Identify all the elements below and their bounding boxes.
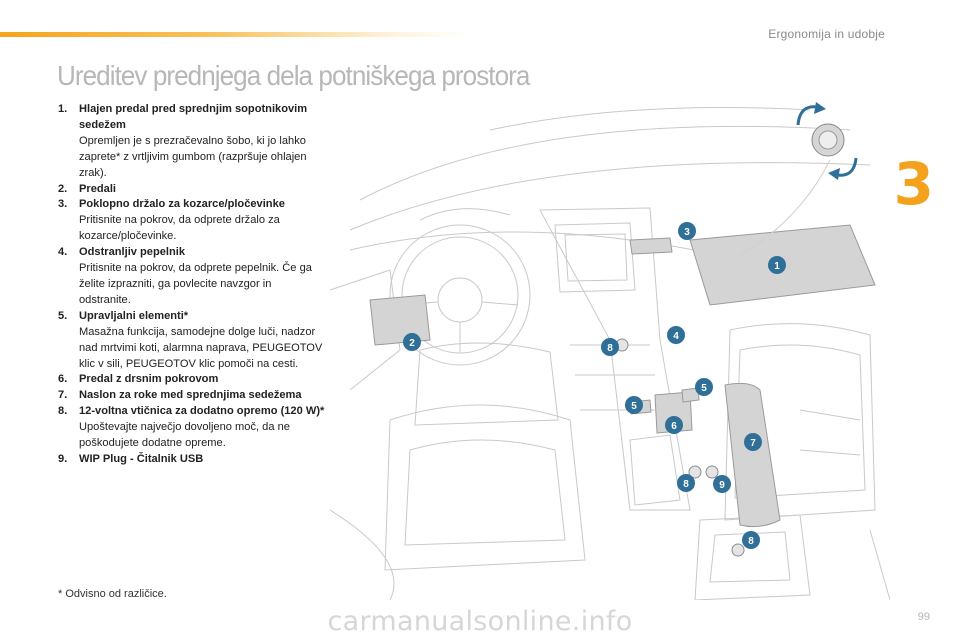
chapter-number: 3 (893, 150, 934, 218)
callout-badge-9 (713, 475, 731, 493)
item-title: Predali (79, 182, 116, 195)
callout-badge-8a (601, 338, 619, 356)
callout-label: 8 (607, 343, 613, 354)
item-description: Upoštevajte največjo dovoljeno moč, da ne poškodujete dodatne opreme. (79, 421, 290, 450)
usb-reader (706, 466, 718, 478)
legend-item (58, 182, 326, 198)
callout-label: 5 (631, 401, 637, 412)
legend-item (58, 388, 326, 404)
callout-label: 7 (750, 438, 756, 449)
callout-label: 4 (673, 331, 679, 342)
power-socket (732, 544, 744, 556)
item-title: Poklopno držalo za kozarce/pločevinke (79, 198, 285, 211)
item-title: Naslon za roke med sprednjima sedežema (79, 389, 302, 402)
callout-badge-6 (665, 416, 683, 434)
item-number: 7. (58, 389, 68, 402)
item-description: Masažna funkcija, samodejne dolge luči, nadzor nad mrtvimi koti, alarmna naprava, PEUGEOTOV klic v sili, PEUGEOTOV klic pomoči na cesti. (79, 325, 323, 370)
legend-item (58, 452, 326, 468)
callout-label: 8 (748, 536, 754, 547)
item-description: Pritisnite na pokrov, da odprete držalo za kozarce/pločevinke. (79, 214, 280, 243)
cabin-illustration (330, 90, 890, 600)
legend-item (58, 404, 326, 452)
item-title: Predal z drsnim pokrovom (79, 373, 219, 386)
callout-badge-8b (677, 474, 695, 492)
legend-item (58, 245, 326, 309)
callout-badge-8c (742, 531, 760, 549)
callout-badge-2 (403, 333, 421, 351)
callout-label: 5 (701, 383, 707, 394)
armrest-highlight (725, 383, 780, 526)
page-number: 99 (917, 611, 930, 623)
callout-label: 3 (684, 227, 690, 238)
item-number: 1. (58, 103, 68, 115)
callout-label: 8 (683, 479, 689, 490)
item-number: 8. (58, 405, 68, 418)
item-description: Opremljen je s prezračevalno šobo, ki jo lahko zaprete* z vrtljivim gumbom (razpršuje ohlajen zrak). (79, 134, 307, 179)
legend-item (58, 102, 326, 182)
callout-badge-5b (625, 396, 643, 414)
item-number: 3. (58, 198, 68, 211)
page-title: Ureditev prednjega dela potniškega prostora (57, 60, 530, 91)
callout-badge-1 (768, 256, 786, 274)
watermark: carmanualsonline.info (327, 606, 633, 637)
legend-item (58, 372, 326, 388)
item-number: 2. (58, 182, 68, 195)
callout-label: 2 (409, 338, 415, 349)
legend-item (58, 197, 326, 245)
item-number: 4. (58, 246, 68, 259)
callout-badge-3 (678, 222, 696, 240)
section-title: Ergonomija in udobje (768, 27, 885, 41)
callout-label: 1 (774, 261, 780, 272)
callout-label: 9 (719, 480, 725, 491)
item-title: WIP Plug - Čitalnik USB (79, 452, 204, 465)
legend-item (58, 309, 326, 373)
item-title: Upravljalni elementi* (79, 309, 189, 322)
item-title: Hlajen predal pred sprednjim sopotnikovim sedežem (79, 103, 308, 131)
callout-badge-5a (695, 378, 713, 396)
legend-list (58, 102, 326, 468)
item-title: Odstranljiv pepelnik (79, 246, 186, 259)
item-number: 5. (58, 309, 68, 322)
callout-label: 6 (671, 421, 677, 432)
footnote: * Odvisno od različice. (58, 588, 167, 600)
storage-left-highlight (370, 295, 430, 345)
item-number: 9. (58, 452, 68, 465)
item-number: 6. (58, 373, 68, 386)
callout-badge-4 (667, 326, 685, 344)
item-description: Pritisnite na pokrov, da odprete pepelnik. Če ga želite izprazniti, ga povlecite navzgor in odstranite. (79, 262, 312, 306)
item-title: 12-voltna vtičnica za dodatno opremo (120 W)* (79, 405, 325, 418)
cupholder-highlight (630, 238, 672, 254)
callout-badge-7 (744, 433, 762, 451)
header-accent-bar (0, 32, 470, 37)
